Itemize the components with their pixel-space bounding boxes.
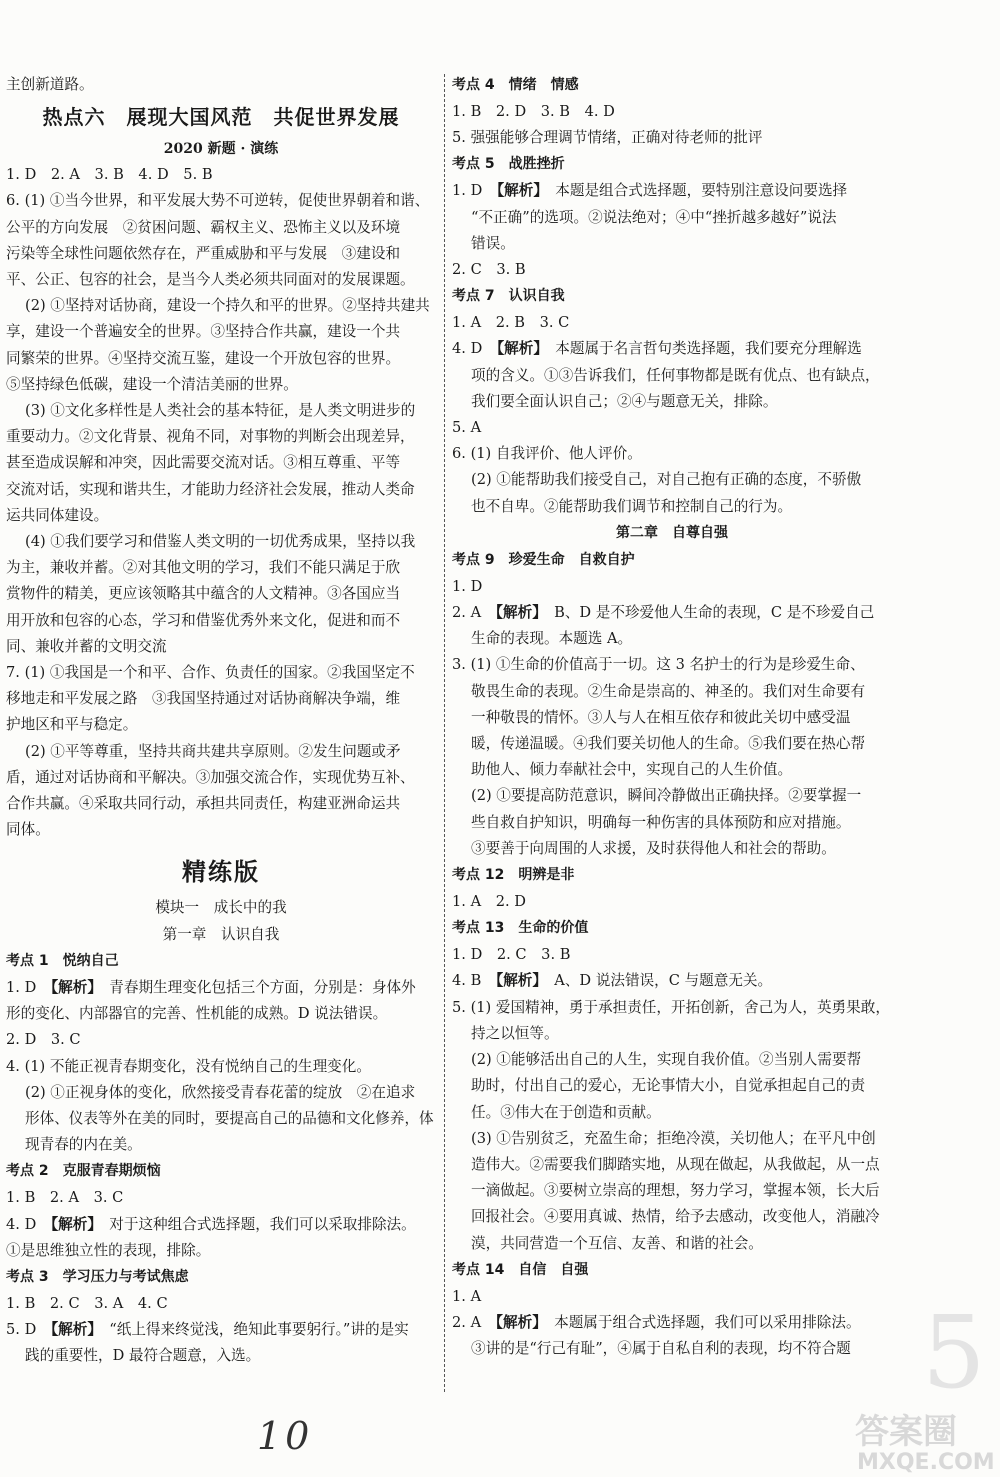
answer-line: (2) ①要提高防范意识，瞬间冷静做出正确抉择。②要掌握一 bbox=[471, 787, 862, 805]
analysis-tag: 【解析】 bbox=[496, 182, 541, 200]
answer-line: ③讲的是“行己有耻”，④属于自私自利的表现，均不符合题 bbox=[471, 1340, 851, 1358]
answer-line: 项的含义。①③告诉我们，任何事物都是既有优点、也有缺点， bbox=[471, 366, 880, 384]
watermark-url: MXQE.COM bbox=[857, 1450, 995, 1475]
answer-line: 享，建设一个普遍安全的世界。③坚持合作共赢，建设一个共 bbox=[6, 323, 401, 341]
analysis-tag: 【解析】 bbox=[50, 1215, 95, 1233]
answer-line: 现青春的内在美。 bbox=[25, 1136, 142, 1154]
answer-line: 赏物件的精美，更应该领略其中蕴含的人文精神。③各国应当 bbox=[6, 585, 401, 603]
answer-line: 合作共赢。④采取共同行动，承担共同责任，构建亚洲命运共 bbox=[6, 795, 401, 813]
answer-key: 2. A bbox=[452, 1313, 482, 1331]
answer-line: (3) ①文化多样性是人类社会的基本特征，是人类文明进步的 bbox=[25, 402, 416, 420]
answer-line: 交流对话，实现和谐共生，才能助力经济社会发展，推动人类命 bbox=[6, 480, 415, 498]
answer-key: 5. D bbox=[6, 1321, 37, 1339]
chapter-title: 第一章 认识自我 bbox=[162, 925, 280, 943]
answer-key: 1. D bbox=[6, 978, 37, 996]
analysis-text: A、D 说法错误，C 与题意无关。 bbox=[554, 972, 773, 990]
watermark-logo bbox=[845, 1405, 995, 1475]
topic-heading: 考点 3 学习压力与考试焦虑 bbox=[6, 1268, 189, 1285]
answer-line: 1. B 2. A 3. C bbox=[6, 1189, 124, 1207]
answer-line: 6. (1) ①当今世界，和平发展大势不可逆转，促使世界朝着和谐、 bbox=[6, 192, 430, 210]
topic-heading: 考点 4 情绪 情感 bbox=[452, 77, 579, 93]
answer-line: 平、公正、包容的社会，是当今人类必须共同面对的发展课题。 bbox=[6, 271, 415, 289]
answer-line: 助时，付出自己的爱心，无论事情大小，自觉承担起自己的责 bbox=[471, 1077, 866, 1095]
answer-line: 3. (1) ①生命的价值高于一切。这 3 名护士的行为是珍爱生命、 bbox=[452, 656, 865, 674]
left-column bbox=[6, 72, 436, 1370]
analysis-text: B、D 是不珍爱他人生命的表现，C 是不珍爱自己 bbox=[554, 604, 875, 622]
analysis-text: 本题属于名言哲句类选择题，我们要充分理解选 bbox=[555, 340, 862, 358]
answer-line: 错误。 bbox=[471, 234, 515, 252]
answer-line: 5. (1) 爱国精神，勇于承担责任，开拓创新，舍己为人，英勇果敢， bbox=[452, 998, 890, 1016]
answer-line bbox=[452, 968, 892, 994]
answer-key: 4. B bbox=[452, 972, 482, 990]
analysis-text: 本题属于组合式选择题，我们可以采用排除法。 bbox=[554, 1313, 861, 1331]
analysis-tag: 【解析】 bbox=[495, 972, 540, 990]
answer-line bbox=[452, 336, 892, 362]
answer-line: 敬畏生命的表现。②生命是崇高的、神圣的。我们对生命要有 bbox=[471, 682, 866, 700]
analysis-tag: 【解析】 bbox=[495, 604, 540, 622]
answer-line: 1. B 2. D 3. B 4. D bbox=[452, 103, 615, 120]
watermark-brand: 答案圈 bbox=[855, 1412, 957, 1452]
answer-line: ③要善于向周围的人求援，及时获得他人和社会的帮助。 bbox=[471, 839, 836, 857]
answer-line: 回报社会。④要用真诚、热情，给予去感动，改变他人，消融冷 bbox=[471, 1208, 880, 1226]
answer-line: 重要动力。②文化背景、视角不同，对事物的判断会出现差异， bbox=[6, 428, 415, 446]
answer-key: 2. A bbox=[452, 604, 482, 622]
answer-line: 生命的表现。本题选 A。 bbox=[471, 630, 633, 648]
analysis-tag: 【解析】 bbox=[50, 978, 95, 996]
answer-line bbox=[452, 1310, 892, 1336]
answer-line: 6. (1) 自我评价、他人评价。 bbox=[452, 445, 642, 463]
answer-line: 1. D bbox=[452, 577, 483, 595]
answer-line: 一滴做起。③要树立崇高的理想，努力学习，掌握本领，长大后 bbox=[471, 1182, 880, 1200]
module-title: 模块一 成长中的我 bbox=[155, 899, 287, 917]
answer-line: 1. D 2. C 3. B bbox=[452, 946, 571, 964]
answer-line: “不正确”的选项。②说法绝对；④中“挫折越多越好”说法 bbox=[471, 208, 837, 226]
answer-line: 2. D 3. C bbox=[6, 1031, 81, 1049]
answer-line: 造伟大。②需要我们脚踏实地，从现在做起，从我做起，从一点 bbox=[471, 1155, 880, 1173]
answer-line: 5. 强强能够合理调节情绪，正确对待老师的批评 bbox=[452, 129, 763, 147]
topic-heading: 考点 7 认识自我 bbox=[452, 288, 565, 305]
topic-heading: 考点 5 战胜挫折 bbox=[452, 156, 565, 173]
analysis-text: “纸上得来终觉浅，绝知此事要躬行。”讲的是实 bbox=[109, 1321, 409, 1339]
answer-key: 4. D bbox=[6, 1215, 37, 1233]
answer-line bbox=[452, 178, 892, 204]
topic-heading: 考点 2 克服青春期烦恼 bbox=[6, 1163, 161, 1180]
answer-line: 同体。 bbox=[6, 821, 50, 839]
answer-line: 2. C 3. B bbox=[452, 261, 526, 279]
analysis-tag: 【解析】 bbox=[50, 1321, 95, 1339]
answer-line bbox=[6, 975, 436, 1001]
answer-line: (4) ①我们要学习和借鉴人类文明的一切优秀成果，坚持以我 bbox=[25, 533, 416, 551]
answer-line: 一种敬畏的情怀。③人与人在相互依存和彼此关切中感受温 bbox=[471, 708, 851, 726]
answer-line: (3) ①告别贫乏，充盈生命；拒绝冷漠，关切他人；在平凡中创 bbox=[471, 1129, 876, 1147]
answer-line: ①是思维独立性的表现，排除。 bbox=[6, 1241, 211, 1259]
answer-line: 同、兼收并蓄的文明交流 bbox=[6, 637, 167, 655]
answer-line: 形体、仪表等外在美的同时，要提高自己的品德和文化修养，体 bbox=[25, 1109, 434, 1127]
right-column bbox=[452, 72, 892, 1362]
answer-line: 4. (1) 不能正视青春期变化，没有悦纳自己的生理变化。 bbox=[6, 1057, 371, 1075]
answer-line: 7. (1) ①我国是一个和平、合作、负责任的国家。②我国坚定不 bbox=[6, 664, 415, 682]
answer-line: 公平的方向发展 ②贫困问题、霸权主义、恐怖主义以及环境 bbox=[6, 218, 401, 236]
answer-line: 暖，传递温暖。④我们要关切他人的生命。⑤我们要在热心帮 bbox=[471, 735, 866, 753]
answer-line: 践的重要性，D 最符合题意，入选。 bbox=[25, 1347, 261, 1365]
answer-line: (2) ①能够活出自己的人生，实现自我价值。②当别人需要帮 bbox=[471, 1051, 862, 1069]
topic-heading: 考点 14 自信 自强 bbox=[452, 1261, 589, 1278]
handwritten-page-number: 10 bbox=[257, 1414, 314, 1458]
analysis-text: 本题是组合式选择题，要特别注意设问要选择 bbox=[555, 182, 848, 200]
answer-line: 也不自卑。②能帮助我们调节和控制自己的行为。 bbox=[471, 497, 793, 515]
answer-line: (2) ①坚持对话协商，建设一个持久和平的世界。②坚持共建共 bbox=[25, 297, 430, 315]
analysis-text: 对于这种组合式选择题，我们可以采取排除法。 bbox=[109, 1215, 416, 1233]
answer-line bbox=[452, 600, 892, 626]
topic-heading: 考点 9 珍爱生命 自救自护 bbox=[452, 551, 635, 568]
answer-line: 运共同体建设。 bbox=[6, 506, 109, 524]
answer-line: 助他人、倾力奉献社会中，实现自己的人生价值。 bbox=[471, 761, 793, 779]
answer-line: 同繁荣的世界。④坚持交流互鉴，建设一个开放包容的世界。 bbox=[6, 349, 401, 367]
answer-line: 1. D 2. A 3. B 4. D 5. B bbox=[6, 166, 213, 184]
answer-line: (2) ①能帮助我们接受自己，对自己抱有正确的态度，不骄傲 bbox=[471, 471, 862, 489]
answer-line: 甚至造成误解和冲突，因此需要交流对话。③相互尊重、平等 bbox=[6, 454, 401, 472]
topic-heading: 考点 1 悦纳自己 bbox=[6, 952, 119, 969]
topic-heading: 考点 13 生命的价值 bbox=[452, 920, 589, 937]
answer-line bbox=[6, 1212, 436, 1238]
answer-line: ⑤坚持绿色低碳，建设一个清洁美丽的世界。 bbox=[6, 375, 298, 393]
edition-title: 精练版 bbox=[182, 858, 260, 887]
answer-line: 任。③伟大在于创造和贡献。 bbox=[471, 1103, 661, 1121]
text-line: 主创新道路。 bbox=[6, 76, 94, 93]
topic-heading: 考点 12 明辨是非 bbox=[452, 867, 575, 884]
answer-line bbox=[6, 1317, 436, 1343]
analysis-tag: 【解析】 bbox=[495, 1313, 540, 1331]
answer-line: 持之以恒等。 bbox=[471, 1024, 559, 1042]
answer-line: 5. A bbox=[452, 419, 482, 437]
column-divider bbox=[444, 74, 445, 1392]
answer-key: 4. D bbox=[452, 340, 483, 358]
answer-line: 形的变化、内部器官的完善、性机能的成熟。D 说法错误。 bbox=[6, 1005, 388, 1023]
answer-line: 1. A 2. D bbox=[452, 893, 526, 911]
answer-line: 污染等全球性问题依然存在，严重威胁和平与发展 ③建设和 bbox=[6, 244, 401, 262]
answer-line: 1. A 2. B 3. C bbox=[452, 314, 570, 332]
watermark-digit: 5 bbox=[922, 1294, 986, 1411]
answer-line: 些自救自护知识，明确每一种伤害的具体预防和应对措施。 bbox=[471, 813, 851, 831]
section-subtitle: 2020 新题 · 演练 bbox=[163, 141, 279, 158]
answer-line: 护地区和平与稳定。 bbox=[6, 716, 138, 734]
answer-key: 1. D bbox=[452, 182, 483, 200]
answer-line: 移地走和平发展之路 ③我国坚持通过对话协商解决争端，维 bbox=[6, 690, 401, 708]
analysis-tag: 【解析】 bbox=[496, 340, 541, 358]
answer-line: 漠，共同营造一个互信、友善、和谐的社会。 bbox=[471, 1234, 763, 1252]
answer-line: 为主，兼收并蓄。②对其他文明的学习，我们不能只满足于欣 bbox=[6, 559, 401, 577]
answer-line: 1. B 2. C 3. A 4. C bbox=[6, 1294, 168, 1312]
answer-line: (2) ①正视身体的变化，欣然接受青春花蕾的绽放 ②在追求 bbox=[25, 1083, 416, 1101]
answer-line: 我们要全面认识自己；②④与题意无关，排除。 bbox=[471, 392, 778, 410]
answer-line: 用开放和包容的心态，学习和借鉴优秀外来文化，促进和而不 bbox=[6, 611, 401, 629]
answer-line: (2) ①平等尊重，坚持共商共建共享原则。②发生问题或矛 bbox=[25, 742, 401, 760]
chapter-title: 第二章 自尊自强 bbox=[616, 524, 728, 541]
section-title: 热点六 展现大国风范 共促世界发展 bbox=[42, 105, 400, 130]
answer-line: 盾，通过对话协商和平解决。③加强交流合作，实现优势互补、 bbox=[6, 768, 415, 786]
analysis-text: 青春期生理变化包括三个方面，分别是：身体外 bbox=[109, 978, 416, 996]
answer-line: 1. A bbox=[452, 1287, 482, 1305]
